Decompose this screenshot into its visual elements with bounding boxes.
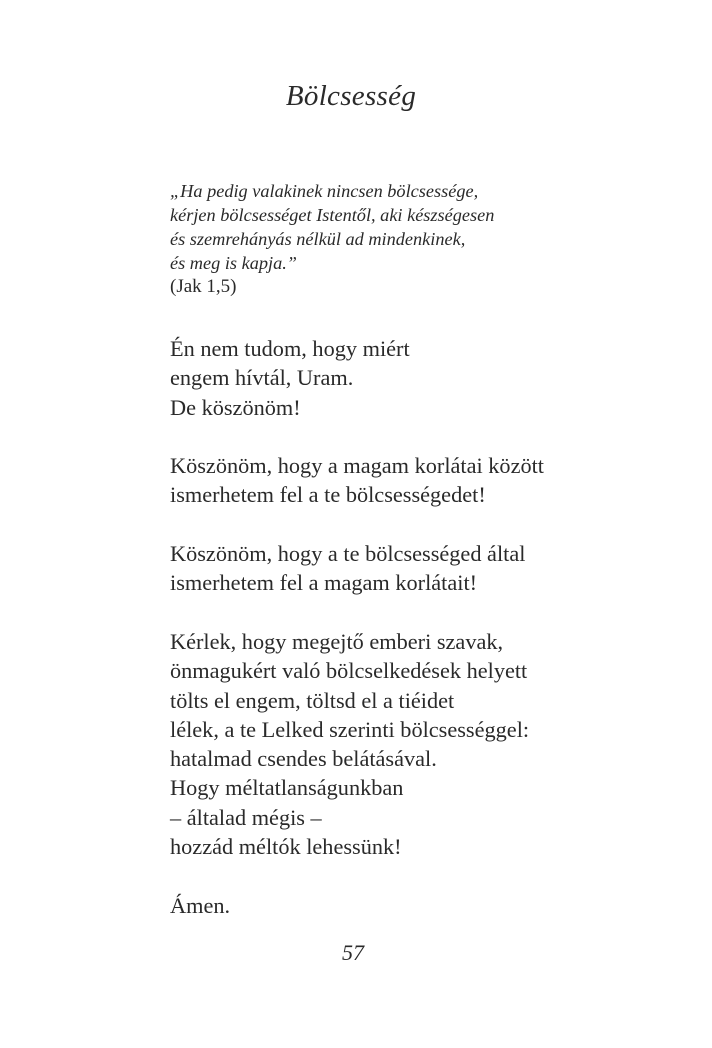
page-number	[0, 940, 712, 966]
poem-line: tölts el engem, töltsd el a tiéidet	[170, 687, 455, 713]
stanza	[170, 451, 630, 510]
epigraph-line: kérjen bölcsességet Istentől, aki készségesen	[170, 205, 495, 225]
poem-line: engem hívtál, Uram.	[170, 365, 354, 391]
stanza	[170, 891, 630, 920]
epigraph-reference: (Jak 1,5)	[170, 276, 237, 297]
epigraph-line: és szemrehányás nélkül ad mindenkinek,	[170, 229, 466, 249]
poem-line: ismerhetem fel a magam korlátait!	[170, 570, 478, 596]
poem-line: hozzád méltók lehessünk!	[170, 834, 402, 860]
poem-body	[170, 334, 630, 949]
stanza	[170, 627, 630, 861]
poem-line: hatalmad csendes belátásával.	[170, 746, 437, 772]
poem-line: Köszönöm, hogy a magam korlátai között	[170, 453, 545, 479]
stanza	[170, 539, 630, 598]
poem-line: – általad mégis –	[170, 804, 322, 830]
poem-line: Hogy méltatlanságunkban	[170, 775, 404, 801]
page-number-text: 57	[342, 940, 364, 965]
epigraph	[170, 179, 630, 299]
poem-line: lélek, a te Lelked szerinti bölcsességgel:	[170, 716, 530, 742]
epigraph-line: „Ha pedig valakinek nincsen bölcsessége,	[170, 181, 479, 201]
poem-line: Ámen.	[170, 892, 231, 918]
poem-line: Én nem tudom, hogy miért	[170, 336, 410, 361]
stanza	[170, 334, 630, 422]
poem-title	[0, 80, 712, 113]
poem-line: Kérlek, hogy megejtő emberi szavak,	[170, 628, 504, 654]
poem-line: önmagukért való bölcselkedések helyett	[170, 658, 528, 684]
poem-title-text: Bölcsesség	[285, 80, 417, 112]
poem-line: Köszönöm, hogy a te bölcsességed által	[170, 541, 526, 567]
epigraph-line: és meg is kapja.”	[170, 253, 297, 273]
poem-line: De köszönöm!	[170, 394, 301, 420]
poem-line: ismerhetem fel a te bölcsességedet!	[170, 482, 486, 508]
